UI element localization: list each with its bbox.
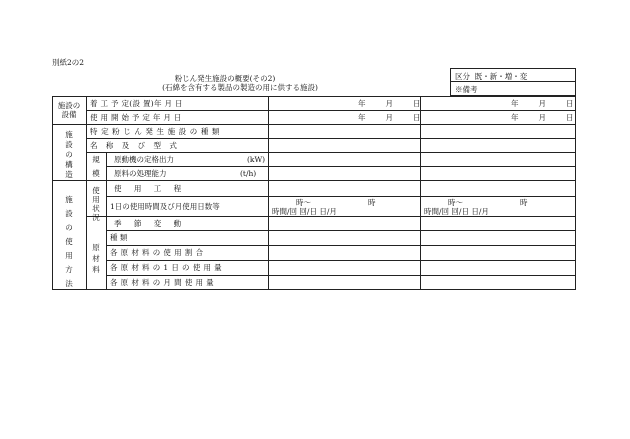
usage-method-label: 施設の使用方法: [65, 195, 73, 288]
scale-label: 規模: [92, 155, 100, 178]
facility-type-input-1[interactable]: [269, 125, 420, 138]
material-ratio-label: 各 原 材 料 の 使 用 割 合: [110, 248, 204, 257]
structure-label: 施設の構造: [65, 130, 73, 179]
frequency-field-1[interactable]: 時間/回 回/日 日/月: [272, 207, 337, 216]
hours-to-2[interactable]: 時: [520, 198, 528, 207]
use-start-date-field-1[interactable]: 年 月 日: [358, 113, 421, 122]
name-model-input-1[interactable]: [269, 139, 420, 152]
motor-output-input-2[interactable]: [421, 153, 576, 166]
capacity-input-2[interactable]: [421, 167, 576, 180]
classification-label: 区分 既・新・増・変: [455, 72, 528, 81]
motor-output-unit: (kW): [247, 155, 266, 164]
facility-type-input-2[interactable]: [421, 125, 576, 138]
frequency-field-2[interactable]: 時間/回 回/日 日/月: [424, 207, 489, 216]
construction-date-field-2[interactable]: 年 月 日: [511, 99, 574, 108]
hours-days-label: 1日の使用時間及び月使用日数等: [110, 202, 220, 211]
processing-capacity-label: 原料の処理能力: [114, 169, 167, 178]
capacity-input-1[interactable]: [269, 167, 420, 180]
hours-from-2[interactable]: 時～: [448, 198, 463, 207]
process-label: 使 用 工 程: [114, 184, 187, 193]
remarks-label: ※備考: [455, 85, 478, 94]
processing-capacity-unit: (t/h): [240, 169, 257, 178]
use-start-date-field-2[interactable]: 年 月 日: [511, 113, 574, 122]
material-kind-row: [110, 233, 266, 242]
usage-status-label: 使用状況: [92, 186, 100, 222]
hours-to-1[interactable]: 時: [368, 198, 376, 207]
form-subtitle: (石綿を含有する製品の製造の用に供する施設): [162, 83, 318, 92]
document-label: 別紙2の2: [52, 58, 85, 67]
classification-divider: [450, 81, 576, 82]
motor-output-label: 原動機の定格出力: [114, 155, 174, 164]
hours-from-1[interactable]: 時～: [296, 198, 311, 207]
use-start-label: 使 用 開 始 予 定 年 月 日: [90, 113, 182, 122]
seasonal-variation-label: 季 節 変 動: [114, 219, 187, 228]
motor-output-input-1[interactable]: [269, 153, 420, 166]
construction-start-label: 着 工 予 定(設 置)年 月 日: [90, 99, 183, 108]
raw-material-label: 原材料: [92, 243, 100, 274]
material-kind-label: 種 類: [110, 233, 128, 242]
material-daily-label: 各 原 材 料 の 1 日 の 使 用 量: [110, 263, 223, 272]
name-model-label: 名 称 及 び 型 式: [90, 141, 180, 150]
name-model-input-2[interactable]: [421, 139, 576, 152]
construction-date-field-1[interactable]: 年 月 日: [358, 99, 421, 108]
form-title: 粉じん発生施設の概要(その2): [174, 74, 276, 83]
facility-type-label: 特 定 粉 じ ん 発 生 施 設 の 種 類: [90, 127, 221, 136]
facility-equipment-label: 施設の 設備: [57, 101, 81, 119]
material-monthly-label: 各 原 材 料 の 月 間 使 用 量: [110, 278, 215, 287]
classification-options[interactable]: 既・新・増・変: [474, 72, 528, 81]
